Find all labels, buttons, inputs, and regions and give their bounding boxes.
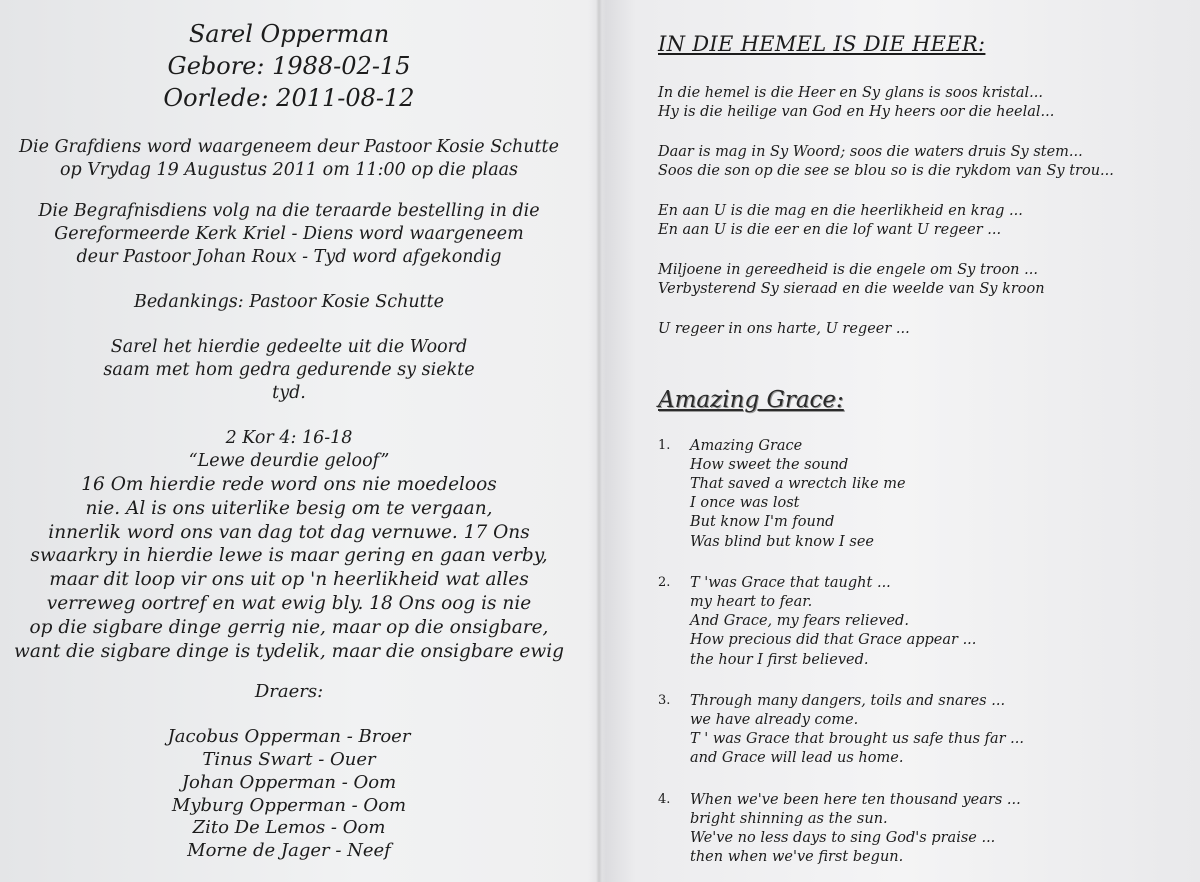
verse-number: 3. <box>658 692 671 708</box>
song2-line: How sweet the sound <box>690 456 849 473</box>
song2-line: That saved a wrectch like me <box>690 475 906 492</box>
verse-number: 2. <box>658 574 671 590</box>
song2-line: T 'was Grace that taught ... <box>690 574 891 591</box>
song1-line: En aan U is die eer en die lof want U regeer ... <box>658 221 1002 238</box>
bearer-name: Zito De Lemos - Oom <box>192 817 386 839</box>
song2-line: But know I'm found <box>690 514 835 531</box>
bearer-name: Myburg Opperman - Oom <box>171 794 407 816</box>
bearers-title: Draers: <box>254 681 324 703</box>
song2-line: Amazing Grace <box>690 437 803 454</box>
funeral-line: Die Begrafnisdiens volg na die teraarde bestelling in die <box>38 201 540 221</box>
scripture-heading: “Lewe deurdie geloof” <box>188 451 390 471</box>
deceased-name: Sarel Opperman <box>188 20 390 48</box>
shared-line: saam met hom gedra gedurende sy siekte <box>103 360 475 380</box>
song2-line: And Grace, my fears relieved. <box>690 613 909 630</box>
funeral-line: Gereformeerde Kerk Kriel - Diens word waargeneem <box>54 224 524 244</box>
shared-line: Sarel het hierdie gedeelte uit die Woord <box>110 337 468 357</box>
song2-line: How precious did that Grace appear ... <box>690 632 977 649</box>
scripture-ref: 2 Kor 4: 16-18 <box>225 428 353 448</box>
song2-line: Through many dangers, toils and snares ... <box>690 692 1006 709</box>
thanks-line: Bedankings: Pastoor Kosie Schutte <box>133 292 445 312</box>
birth-date: Gebore: 1988-02-15 <box>167 52 411 80</box>
song2-verse <box>658 692 1178 769</box>
song1-line: Hy is die heilige van God en Hy heers oor die heelal... <box>658 103 1055 120</box>
page-fold <box>596 0 602 882</box>
scripture-line: nie. Al is ons uiterlike besig om te vergaan, <box>85 497 493 519</box>
scripture-line: maar dit loop vir ons uit op 'n heerlikheid wat alles <box>49 569 529 591</box>
song2-verse <box>658 574 1178 670</box>
bearer-name: Morne de Jager - Neef <box>187 840 391 862</box>
song1-line: Soos die son op die see se blou so is die rykdom van Sy trou... <box>658 162 1114 179</box>
funeral-line: deur Pastoor Johan Roux - Tyd word afgekondig <box>76 247 502 267</box>
right-page <box>658 30 1178 867</box>
song1-line: Miljoene in gereedheid is die engele om Sy troon ... <box>658 262 1038 278</box>
song1-line: Verbysterend Sy sieraad en die weelde van Sy kroon <box>658 280 1045 297</box>
song1-line: In die hemel is die Heer en Sy glans is soos kristal... <box>658 85 1044 101</box>
service-line: Die Grafdiens word waargeneem deur Pastoor Kosie Schutte <box>19 137 559 157</box>
song2-verse <box>658 791 1178 868</box>
left-page <box>0 18 578 863</box>
song1-line: U regeer in ons harte, U regeer ... <box>658 321 910 337</box>
bearer-name: Tinus Swart - Ouer <box>202 748 376 770</box>
song2-line: we have already come. <box>690 711 859 728</box>
song2-line: T ' was Grace that brought us safe thus far ... <box>690 731 1025 748</box>
service-line: op Vrydag 19 Augustus 2011 om 11:00 op die plaas <box>59 160 519 180</box>
song2-line: Was blind but know I see <box>690 533 874 550</box>
shared-line: tyd. <box>272 383 306 403</box>
scripture-line: 16 Om hierdie rede word ons nie moedeloos <box>81 474 497 495</box>
song2-line: then when we've first begun. <box>690 849 904 866</box>
song2-verse <box>658 437 1178 552</box>
song2-line: my heart to fear. <box>690 593 813 610</box>
song2-line: We've no less days to sing God's praise ... <box>690 829 996 846</box>
scripture-line: verreweg oortref en wat ewig bly. 18 Ons oog is nie <box>46 592 532 614</box>
scripture-line: want die sigbare dinge is tydelik, maar die onsigbare ewig <box>14 640 564 662</box>
song1-title: IN DIE HEMEL IS DIE HEER: <box>658 32 986 56</box>
bearer-name: Johan Opperman - Oom <box>181 771 397 793</box>
scripture-line: swaarkry in hierdie lewe is maar gering en gaan verby, <box>30 545 548 567</box>
scripture-line: op die sigbare dinge gerrig nie, maar op die onsigbare, <box>29 616 549 638</box>
verse-number: 4. <box>658 791 671 807</box>
song2-line: and Grace will lead us home. <box>690 750 904 767</box>
death-date: Oorlede: 2011-08-12 <box>163 84 415 112</box>
song2-line: bright shinning as the sun. <box>690 810 888 827</box>
song2-title: Amazing Grace: <box>658 386 844 413</box>
song1-line: En aan U is die mag en die heerlikheid en krag ... <box>658 203 1023 219</box>
bearer-name: Jacobus Opperman - Broer <box>167 726 411 748</box>
scripture-line: innerlik word ons van dag tot dag vernuwe. 17 Ons <box>48 521 530 543</box>
song2-line: I once was lost <box>690 495 800 512</box>
song2-line: When we've been here ten thousand years ... <box>690 791 1021 808</box>
verse-number: 1. <box>658 437 671 453</box>
song2-line: the hour I first believed. <box>690 651 869 668</box>
song1-line: Daar is mag in Sy Woord; soos die waters druis Sy stem... <box>658 144 1083 160</box>
